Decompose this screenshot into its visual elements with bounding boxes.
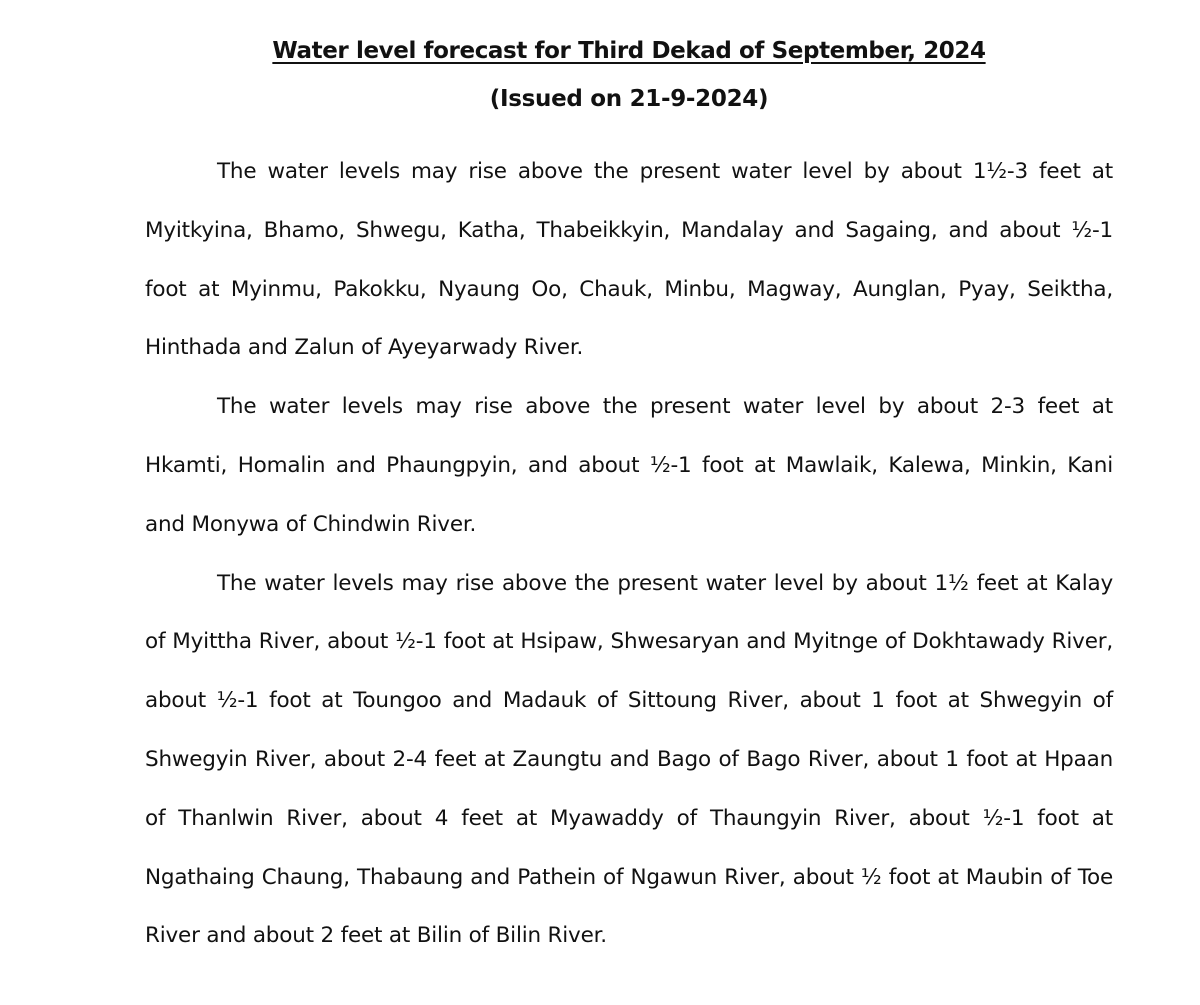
issue-date: (Issued on 21-9-2024) [489, 86, 769, 112]
paragraph-ayeyarwady: The water levels may rise above the present water level by about 1½-3 feet at Myitkyina, Bhamo, Shwegu, Katha, Thabeikkyin, Mandalay and Sagaing, and about ½-1 foot at Myinmu, Pakokku, Nyaung Oo, Chauk, Minbu, Magway, Aunglan, Pyay, Seiktha, Hinthada and Zalun of Ayeyarwady River. [145, 159, 1113, 361]
document-body [145, 143, 1113, 966]
page-title: Water level forecast for Third Dekad of September, 2024 [272, 38, 986, 64]
paragraph-other-rivers: The water levels may rise above the present water level by about 1½ feet at Kalay of Myittha River, about ½-1 foot at Hsipaw, Shwesaryan and Myitnge of Dokhtawady River, about ½-1 foot at Toungoo and Madauk of Sittoung River, about 1 foot at Shwegyin of Shwegyin River, about 2-4 feet at Zaungtu and Bago of Bago River, about 1 foot at Hpaan of Thanlwin River, about 4 feet at Myawaddy of Thaungyin River, about ½-1 foot at Ngathaing Chaung, Thabaung and Pathein of Ngawun River, about ½ foot at Maubin of Toe River and about 2 feet at Bilin of Bilin River. [145, 570, 1113, 949]
paragraph-chindwin: The water levels may rise above the present water level by about 2-3 feet at Hkamti, Homalin and Phaungpyin, and about ½-1 foot at Mawlaik, Kalewa, Minkin, Kani and Monywa of Chindwin River. [145, 394, 1113, 537]
